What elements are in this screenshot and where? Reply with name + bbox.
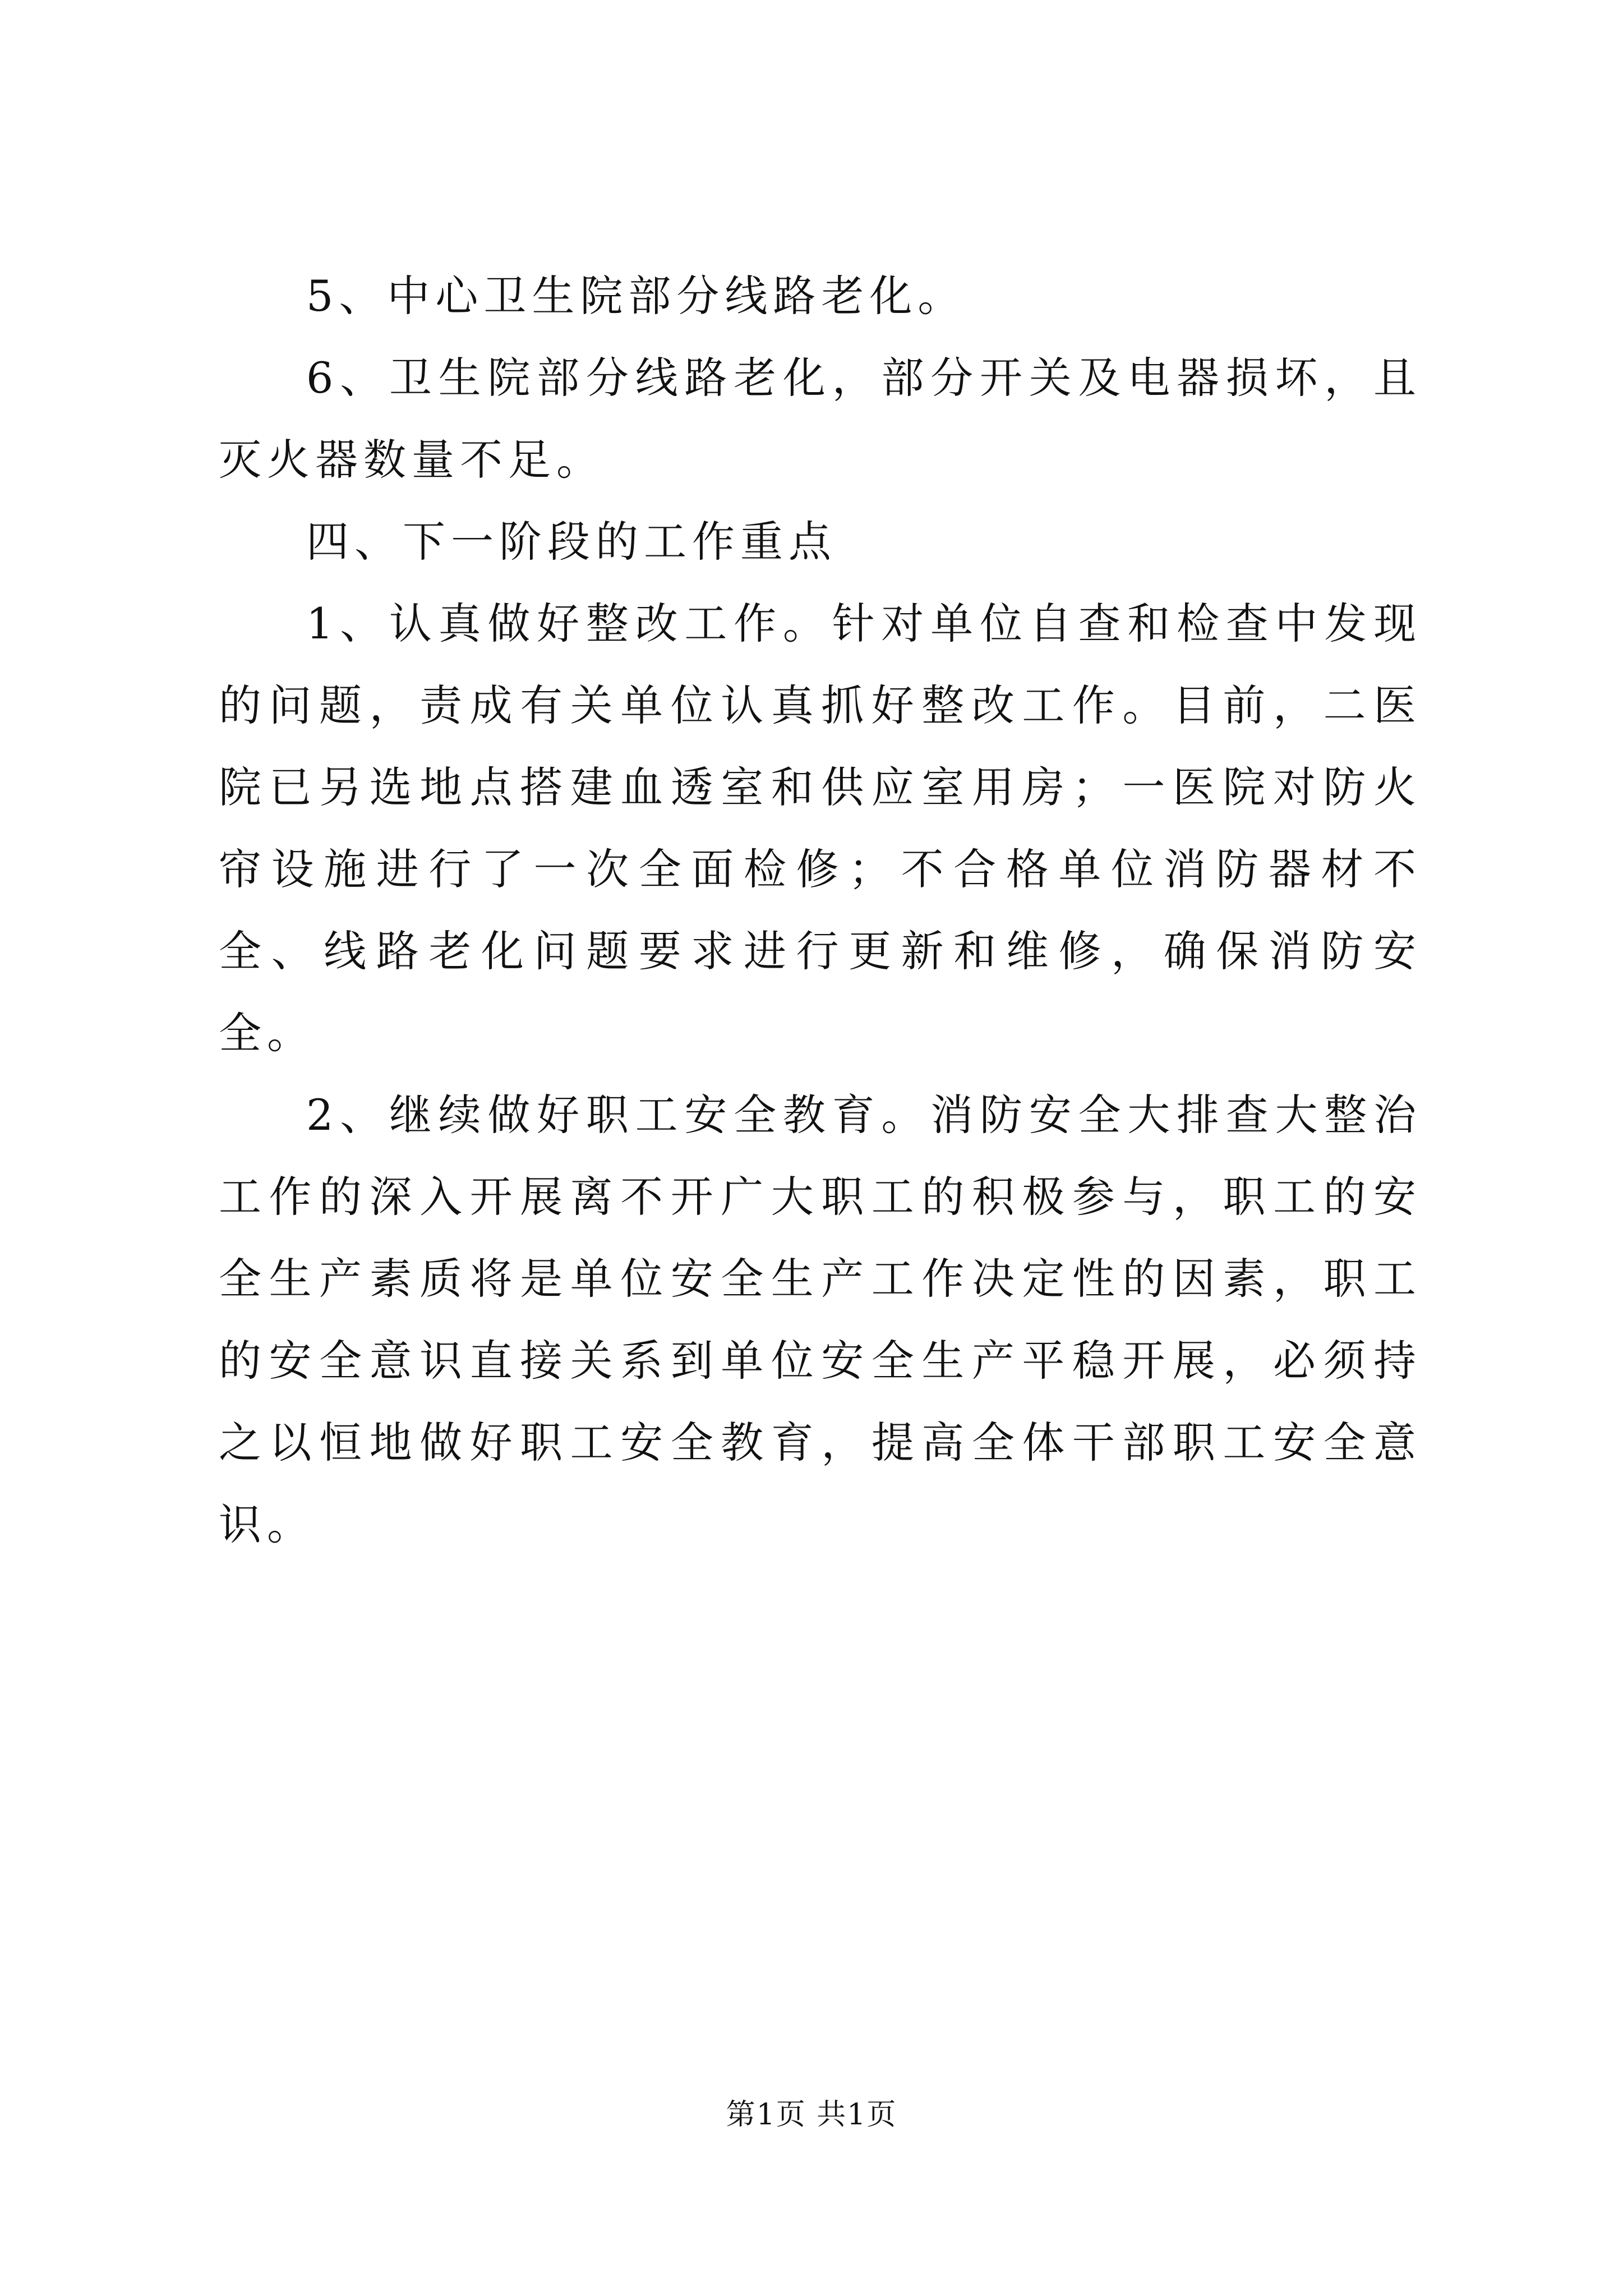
paragraph-item-6: 6、卫生院部分线路老化，部分开关及电器损坏，且灭火器数量不足。 bbox=[219, 353, 1422, 485]
page-number-footer: 第1页 共1页 bbox=[726, 2098, 897, 2132]
document-body bbox=[219, 255, 1422, 1566]
paragraph-safety-education: 2、继续做好职工安全教育。消防安全大排查大整治工作的深入开展离不开广大职工的积极参与，职工的安全生产素质将是单位安全生产工作决定性的因素，职工的安全意识直接关系到单位安全生产平稳开展，必须持之以恒地做好职工安全教育，提高全体干部职工安全意识。 bbox=[219, 1090, 1422, 1549]
paragraph-item-5: 5、中心卫生院部分线路老化。 bbox=[306, 271, 966, 321]
paragraph-rectification: 1、认真做好整改工作。针对单位自查和检查中发现的问题，责成有关单位认真抓好整改工作。目前，二医院已另选地点搭建血透室和供应室用房；一医院对防火帘设施进行了一次全面检修；不合格单位消防器材不全、线路老化问题要求进行更新和维修，确保消防安全。 bbox=[219, 599, 1422, 1058]
section-heading-next-stage: 四、下一阶段的工作重点 bbox=[306, 517, 837, 567]
